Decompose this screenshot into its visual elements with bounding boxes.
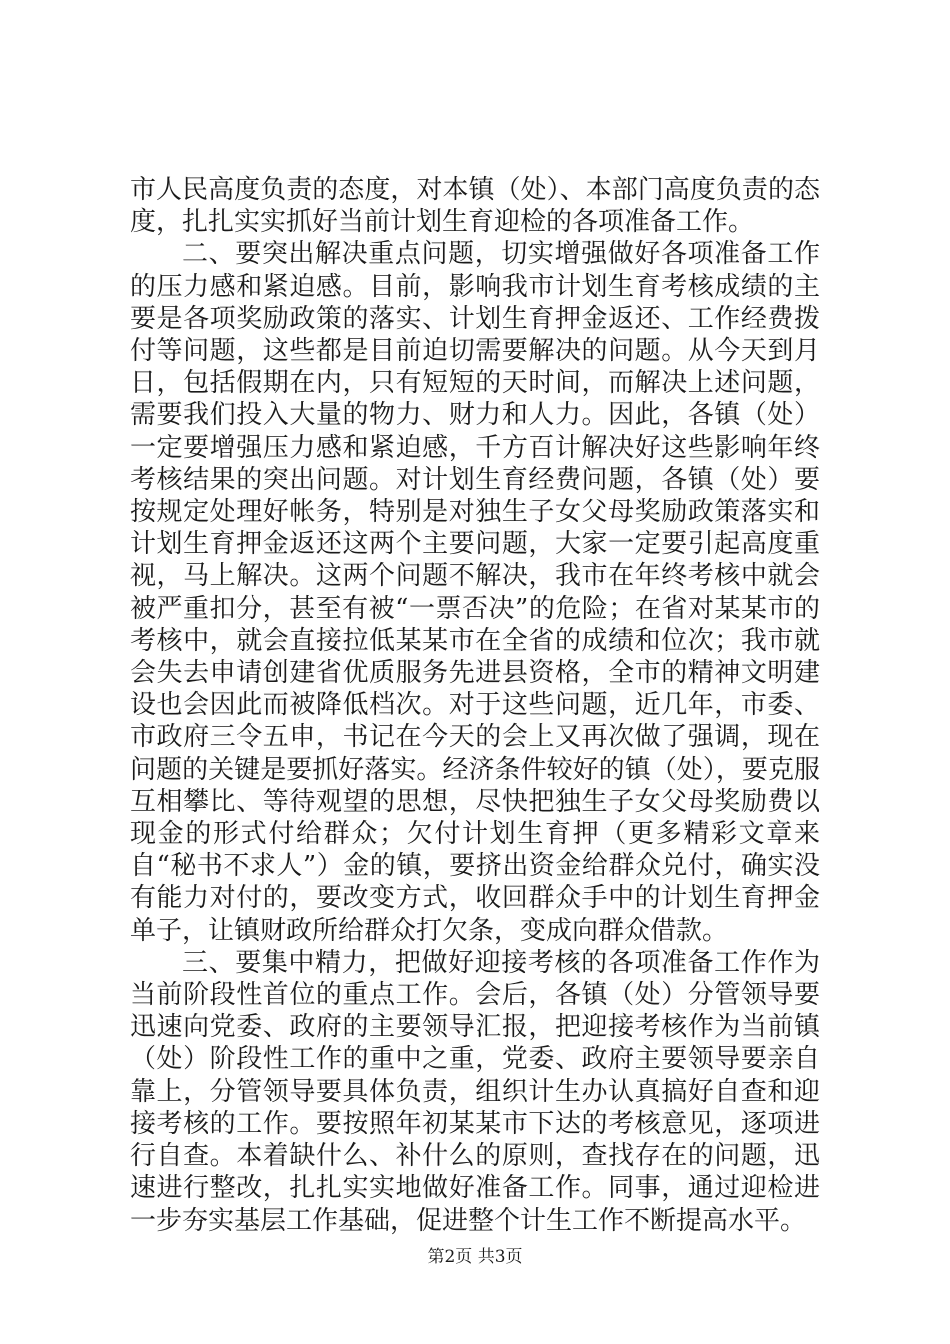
paragraph-3: 三、要集中精力，把做好迎接考核的各项准备工作作为当前阶段性首位的重点工作。会后，各镇（处）分管领导要迅速向党委、政府的主要领导汇报，把迎接考核作为当前镇（处）阶段性工作的重中之重，党委、政府主要领导要亲自靠上，分管领导要具体负责，组织计生办认真搞好自查和迎接考核的工作。要按照年初某某市下达的考核意见，逐项进行自查。本着缺什么、补什么的原则，查找存在的问题，迅速进行整改，扎扎实实地做好准备工作。同事，通过迎检进一步夯实基层工作基础，促进整个计生工作不断提高水平。: [130, 947, 820, 1236]
paragraph-1: 市人民高度负责的态度，对本镇（处）、本部门高度负责的态度，扎扎实实抓好当前计划生育迎检的各项准备工作。: [130, 175, 820, 238]
page-footer: [0, 1242, 950, 1267]
page-number-label: 第2页 共3页: [427, 1247, 523, 1267]
document-body: [130, 174, 820, 1237]
paragraph-2: 二、要突出解决重点问题，切实增强做好各项准备工作的压力感和紧迫感。目前，影响我市计划生育考核成绩的主要是各项奖励政策的落实、计划生育押金返还、工作经费拨付等问题，这些都是目前迫切需要解决的问题。从今天到月日，包括假期在内，只有短短的天时间，而解决上述问题，需要我们投入大量的物力、财力和人力。因此，各镇（处）一定要增强压力感和紧迫感，千方百计解决好这些影响年终考核结果的突出问题。对计划生育经费问题，各镇（处）要按规定处理好帐务，特别是对独生子女父母奖励政策落实和计划生育押金返还这两个主要问题，大家一定要引起高度重视，马上解决。这两个问题不解决，我市在年终考核中就会被严重扣分，甚至有被“一票否决”的危险；在省对某某市的考核中，就会直接拉低某某市在全省的成绩和位次；我市就会失去申请创建省优质服务先进县资格，全市的精神文明建设也会因此而被降低档次。对于这些问题，近几年，市委、市政府三令五申，书记在今天的会上又再次做了强调，现在问题的关键是要抓好落实。经济条件较好的镇（处），要克服互相攀比、等待观望的思想，尽快把独生子女父母奖励费以现金的形式付给群众；欠付计划生育押（更多精彩文章来自“秘书不求人”）金的镇，要挤出资金给群众兑付，确实没有能力对付的，要改变方式，收回群众手中的计划生育押金单子，让镇财政所给群众打欠条，变成向群众借款。: [130, 239, 820, 946]
